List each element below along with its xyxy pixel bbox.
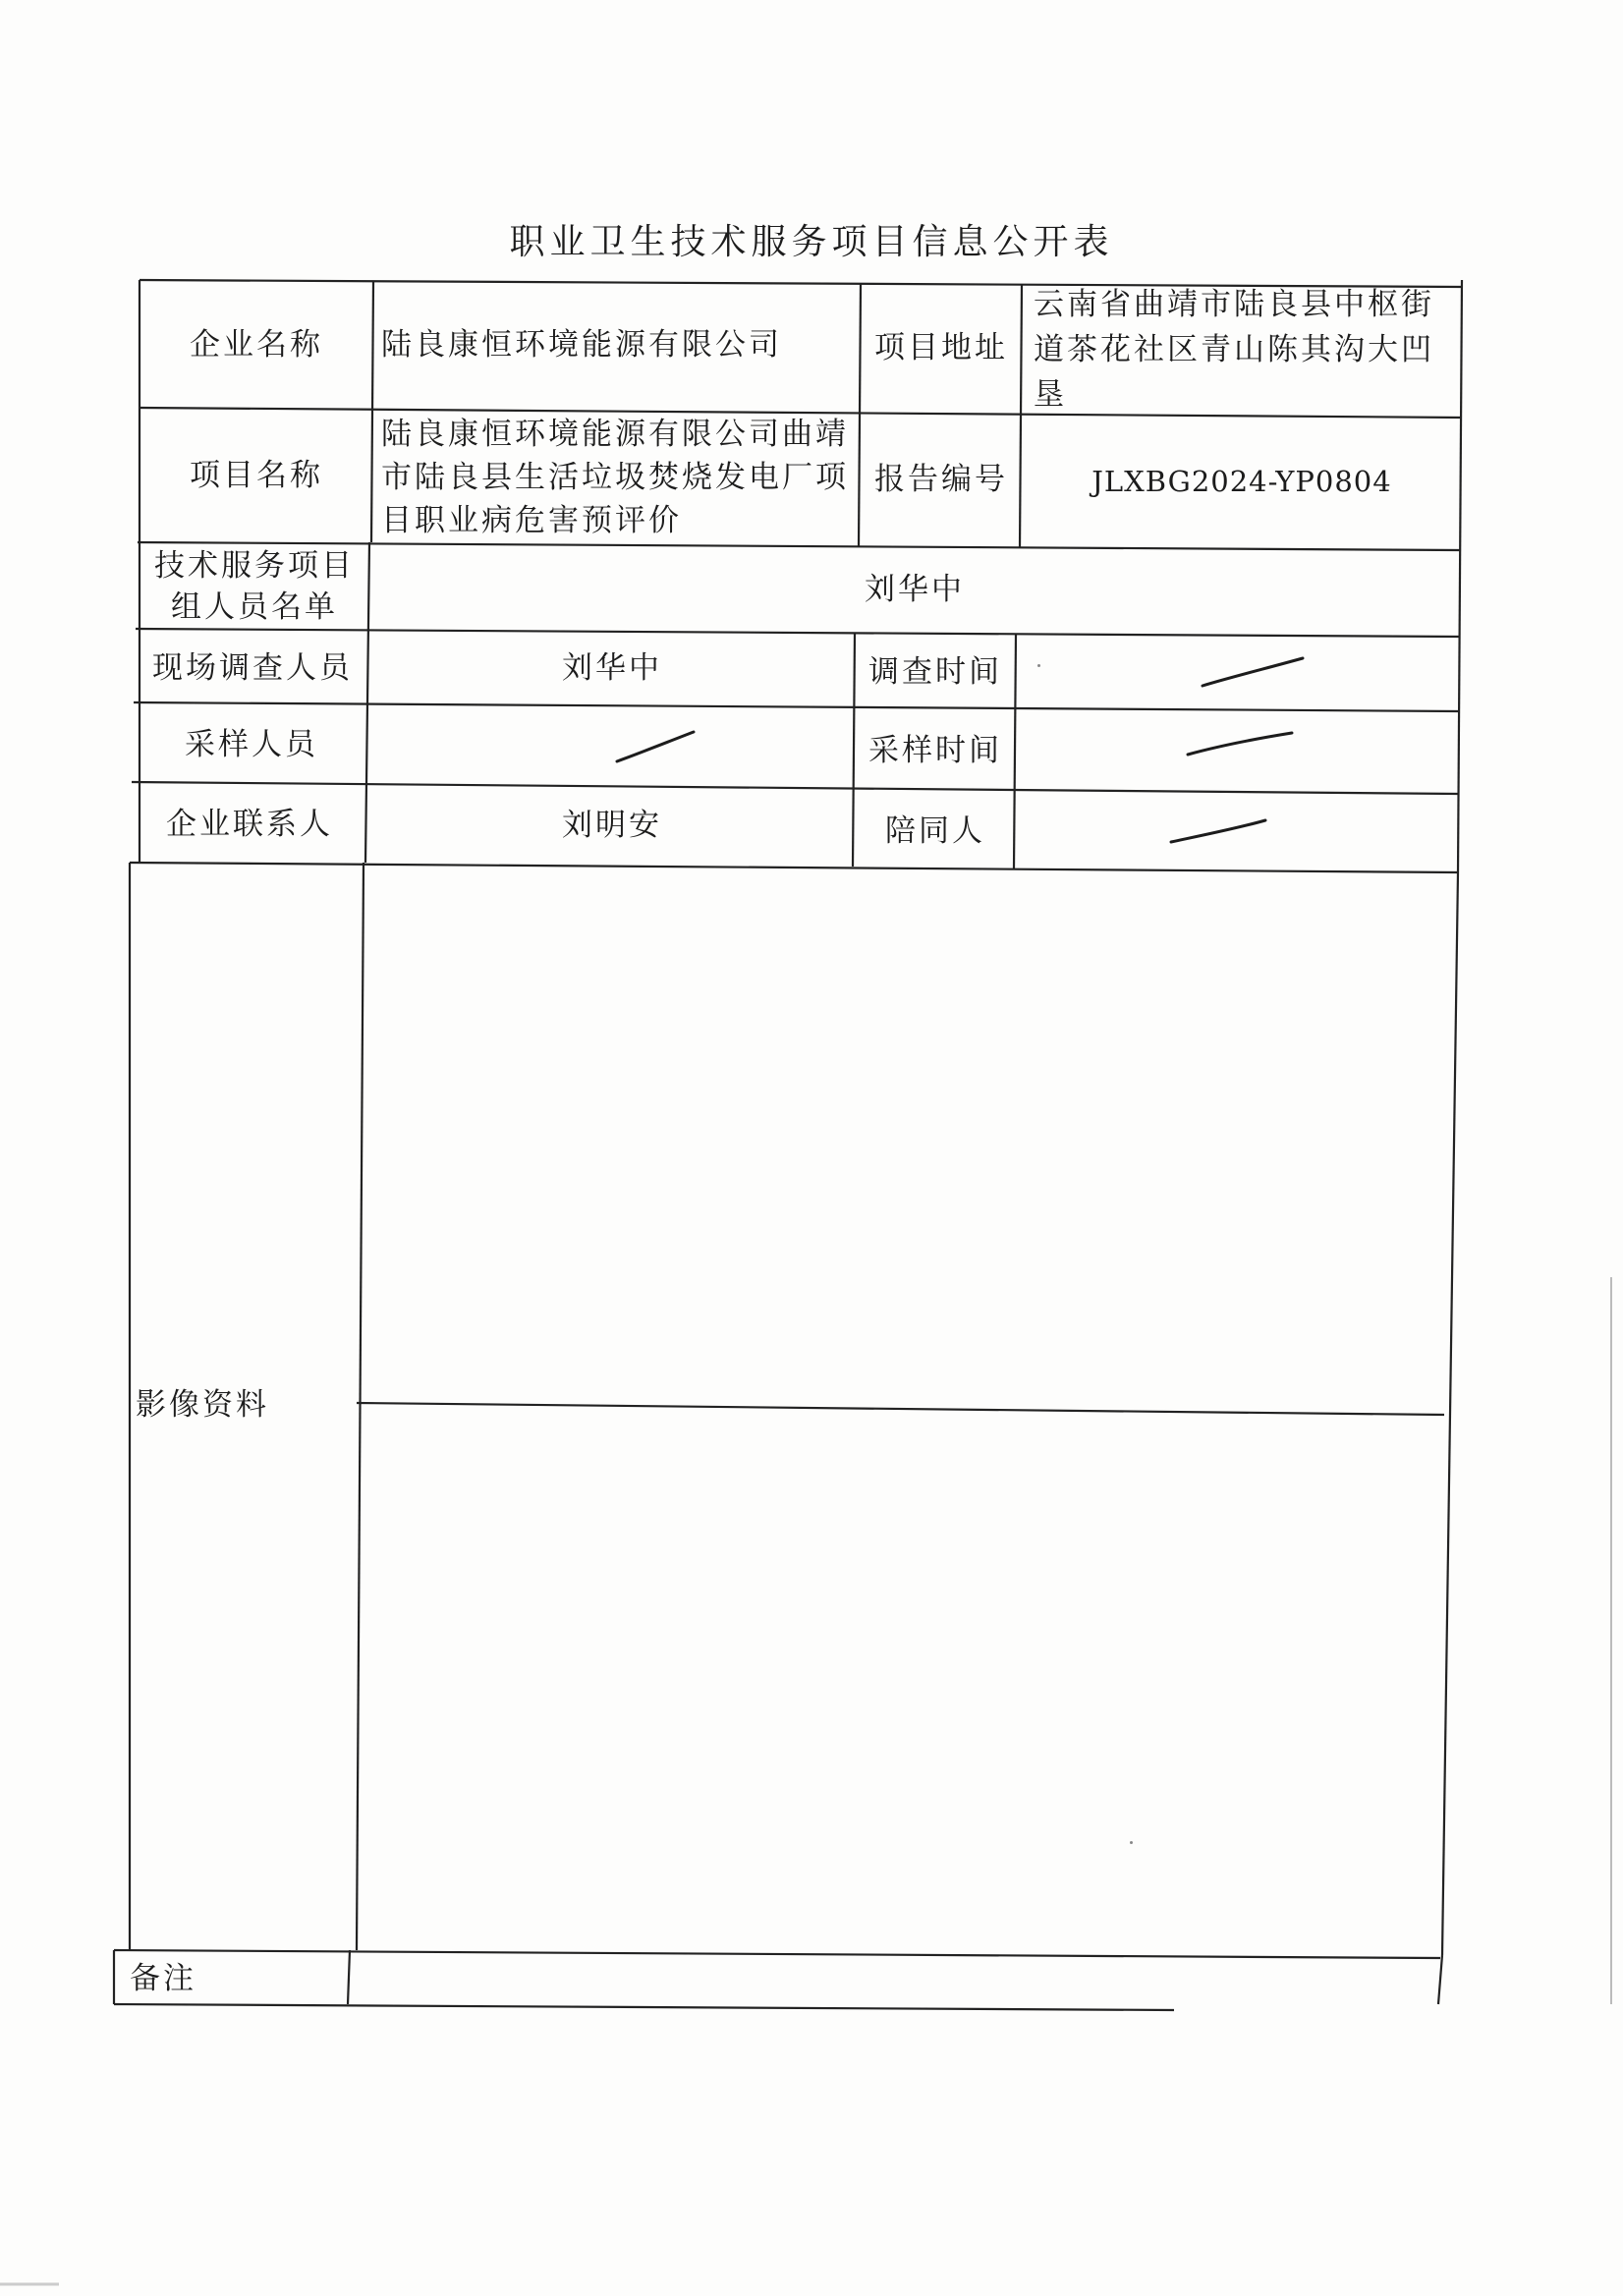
sampling-time-label: 采样时间 — [868, 732, 1002, 768]
scan-speck — [1130, 1841, 1133, 1844]
project-address-label: 项目地址 — [874, 329, 1008, 365]
company-contact-value: 刘明安 — [562, 807, 662, 843]
sampling-staff-dash-mark — [599, 722, 707, 771]
sampling-time-dash-mark — [1174, 719, 1312, 768]
scan-speck — [1037, 664, 1040, 667]
company-contact-label: 企业联系人 — [166, 806, 333, 842]
remarks-label: 备注 — [130, 1960, 196, 1996]
escort-dash-mark — [1159, 801, 1287, 850]
project-name-value: 陆良康恒环境能源有限公司曲靖市陆良县生活垃圾焚烧发电厂项目职业病危害预评价 — [381, 416, 849, 538]
project-name-label: 项目名称 — [190, 458, 323, 493]
team-members-label: 技术服务项目组人员名单 — [154, 548, 355, 625]
survey-time-dash-mark — [1179, 648, 1316, 698]
image-placeholder-top — [364, 872, 1454, 1403]
project-address-value: 云南省曲靖市陆良县中枢街道茶花社区青山陈其沟大凹垦 — [1034, 287, 1434, 413]
team-members-value: 刘华中 — [865, 571, 965, 607]
company-name-label: 企业名称 — [190, 326, 323, 363]
image-placeholder-bottom — [360, 1409, 1440, 1951]
escort-label: 陪同人 — [885, 812, 985, 849]
company-name-value: 陆良康恒环境能源有限公司 — [381, 326, 782, 363]
images-label: 影像资料 — [136, 1386, 269, 1423]
survey-staff-value: 刘华中 — [562, 649, 662, 686]
remarks-value — [352, 1955, 1438, 2004]
sampling-staff-label: 采样人员 — [185, 726, 318, 762]
survey-staff-label: 现场调查人员 — [152, 649, 353, 686]
report-number-label: 报告编号 — [874, 461, 1008, 497]
survey-time-label: 调查时间 — [868, 653, 1002, 690]
page-title: 职业卫生技术服务项目信息公开表 — [509, 222, 1114, 262]
report-number-value: JLXBG2024-YP0804 — [1091, 464, 1392, 498]
